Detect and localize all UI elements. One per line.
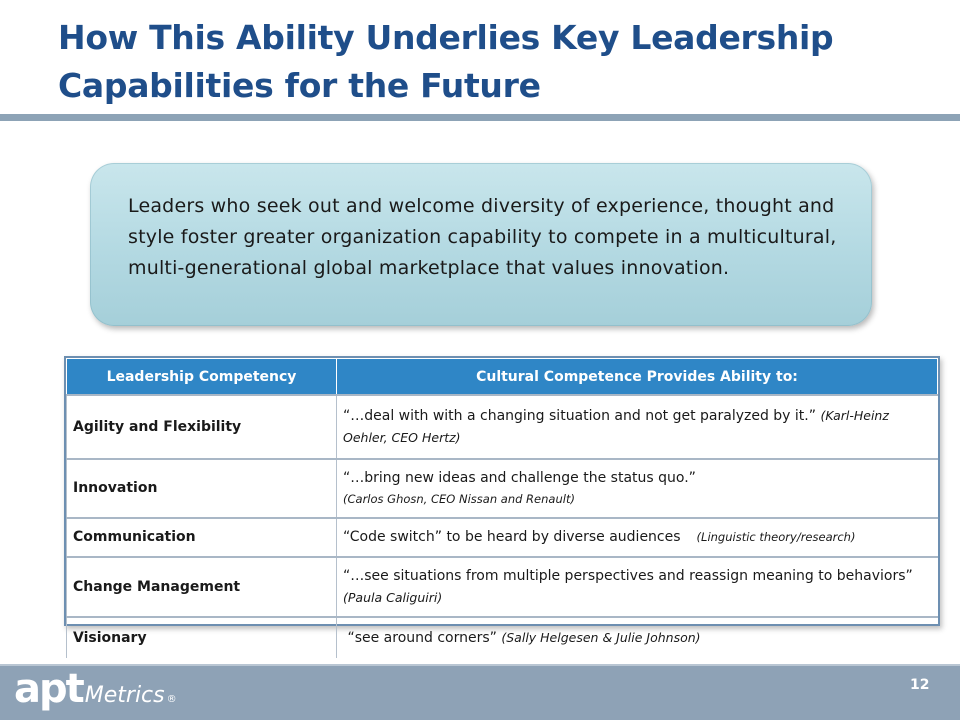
quote-text: “…deal with with a changing situation and not get paralyzed by it.” bbox=[343, 408, 816, 424]
quote-text: “…bring new ideas and challenge the status quo.” bbox=[343, 469, 696, 486]
quote-cell bbox=[337, 557, 938, 617]
citation: (Carlos Ghosn, CEO Nissan and Renault) bbox=[343, 491, 575, 506]
page-number: 12 bbox=[910, 677, 930, 693]
competency-cell: Innovation bbox=[67, 459, 337, 518]
logo-sub-text: Metrics bbox=[84, 683, 165, 708]
aptmetrics-logo bbox=[14, 667, 177, 711]
competency-cell: Visionary bbox=[67, 617, 337, 658]
quote-cell bbox=[337, 459, 938, 518]
competency-cell: Change Management bbox=[67, 557, 337, 617]
quote-cell bbox=[337, 518, 938, 557]
callout-text: Leaders who seek out and welcome diversity of experience, thought and style foster greater organization capability to compete in a multicultural, multi-generational global marketplace that values innovation. bbox=[128, 195, 837, 279]
header-leadership-competency: Leadership Competency bbox=[67, 359, 337, 396]
quote-text: “…see situations from multiple perspectives and reassign meaning to behaviors” bbox=[343, 567, 913, 584]
competency-cell: Agility and Flexibility bbox=[67, 395, 337, 459]
table-row bbox=[67, 395, 938, 459]
callout-box bbox=[90, 163, 872, 326]
slide-title: How This Ability Underlies Key Leadership Capabilities for the Future bbox=[58, 18, 834, 105]
logo-main-text: apt bbox=[14, 666, 83, 712]
table-row bbox=[67, 557, 938, 617]
quote-text: “Code switch” to be heard by diverse audiences bbox=[343, 529, 681, 545]
registered-mark: ® bbox=[166, 694, 177, 705]
table-row bbox=[67, 617, 938, 658]
table-row bbox=[67, 518, 938, 557]
table-header-row bbox=[67, 359, 938, 396]
quote-cell bbox=[337, 395, 938, 459]
header-cultural-competence: Cultural Competence Provides Ability to: bbox=[337, 359, 938, 396]
competency-table bbox=[64, 356, 940, 646]
table-row bbox=[67, 459, 938, 518]
title-divider bbox=[0, 114, 960, 121]
citation: (Paula Caliguiri) bbox=[343, 589, 443, 605]
quote-cell bbox=[337, 617, 938, 658]
citation: (Karl-Heinz Oehler, CEO Hertz) bbox=[343, 408, 889, 445]
citation: (Linguistic theory/research) bbox=[696, 530, 856, 544]
citation: (Sally Helgesen & Julie Johnson) bbox=[501, 630, 701, 645]
quote-text: “see around corners” bbox=[347, 630, 497, 646]
footer-divider bbox=[0, 664, 960, 666]
competency-cell: Communication bbox=[67, 518, 337, 557]
